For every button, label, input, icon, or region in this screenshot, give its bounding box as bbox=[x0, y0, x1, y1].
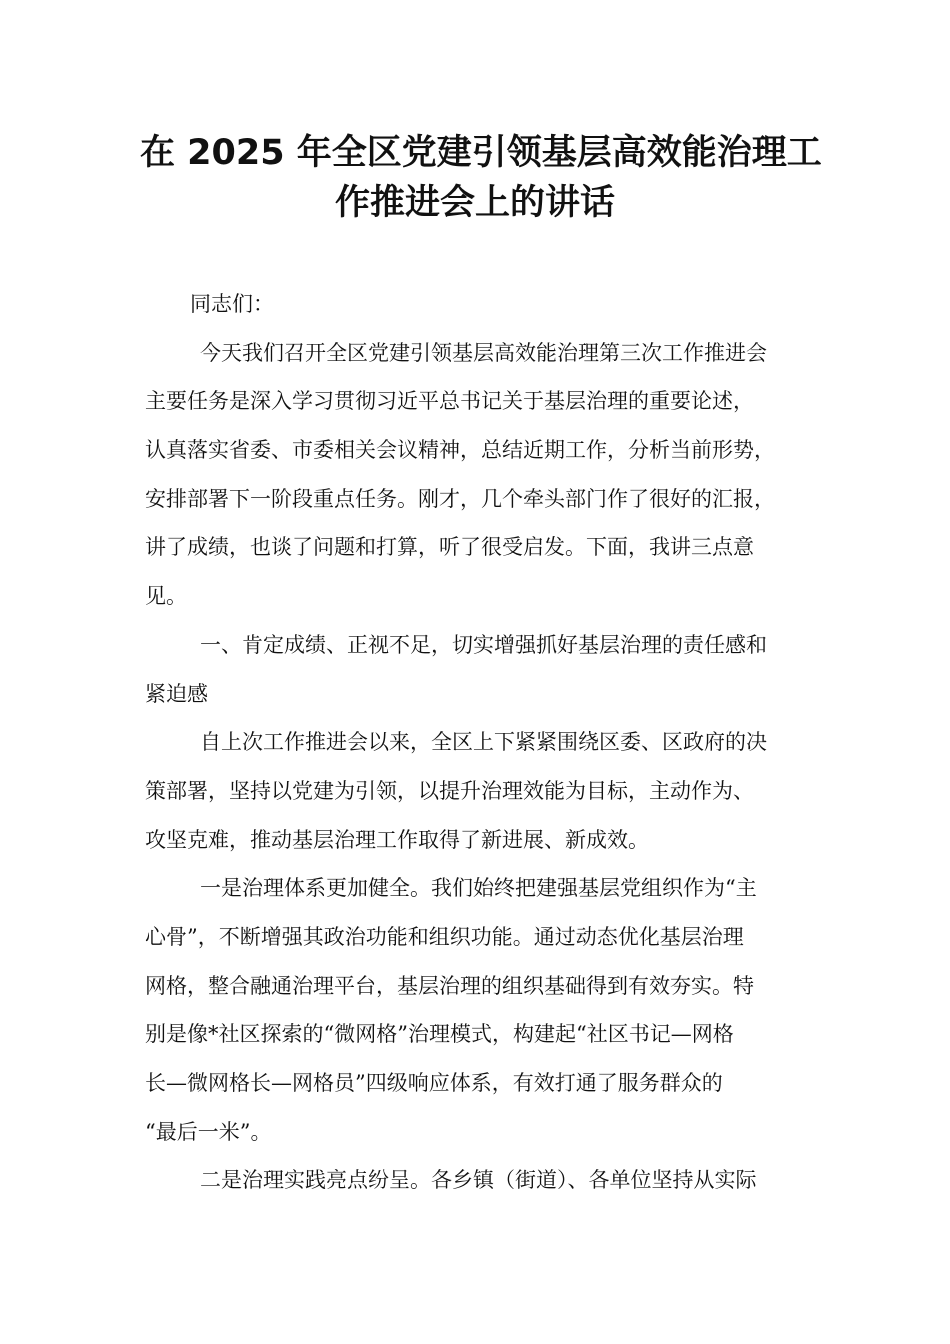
section-heading-line: 紧迫感 bbox=[145, 681, 208, 706]
document-title bbox=[140, 128, 822, 228]
greeting: 同志们： bbox=[190, 292, 274, 316]
section-heading-line: 一、肯定成绩、正视不足，切实增强抓好基层治理的责任感和 bbox=[200, 632, 767, 657]
title-line-1: 在 2025 年全区党建引领基层高效能治理工 bbox=[140, 133, 822, 173]
paragraph-line: “最后一米”。 bbox=[145, 1119, 272, 1144]
paragraph-line: 心骨”，不断增强其政治功能和组织功能。通过动态优化基层治理 bbox=[145, 924, 744, 949]
paragraph-line: 策部署，坚持以党建为引领，以提升治理效能为目标，主动作为、 bbox=[145, 778, 754, 803]
paragraph-line: 一是治理体系更加健全。我们始终把建强基层党组织作为“主 bbox=[200, 876, 757, 901]
paragraph-line: 见。 bbox=[145, 584, 187, 609]
paragraph-line: 安排部署下一阶段重点任务。刚才，几个牵头部门作了很好的汇报， bbox=[145, 486, 775, 511]
paragraph-line: 主要任务是深入学习贯彻习近平总书记关于基层治理的重要论述， bbox=[145, 389, 754, 414]
paragraph-line: 讲了成绩，也谈了问题和打算，听了很受启发。下面，我讲三点意 bbox=[145, 535, 754, 560]
paragraph-line: 别是像*社区探索的“微网格”治理模式，构建起“社区书记—网格 bbox=[145, 1022, 734, 1047]
paragraph-line: 网格，整合融通治理平台，基层治理的组织基础得到有效夯实。特 bbox=[145, 973, 754, 998]
title-line-2: 作推进会上的讲话 bbox=[334, 183, 615, 223]
document-body bbox=[145, 280, 825, 1205]
paragraph-line: 二是治理实践亮点纷呈。各乡镇（街道）、各单位坚持从实际 bbox=[200, 1168, 757, 1193]
paragraph-line: 自上次工作推进会以来，全区上下紧紧围绕区委、区政府的决 bbox=[200, 730, 767, 755]
paragraph-line: 长—微网格长—网格员”四级响应体系，有效打通了服务群众的 bbox=[145, 1071, 723, 1095]
paragraph-line: 认真落实省委、市委相关会议精神，总结近期工作，分析当前形势， bbox=[145, 438, 775, 463]
paragraph-line: 攻坚克难，推动基层治理工作取得了新进展、新成效。 bbox=[145, 827, 649, 852]
paragraph-line: 今天我们召开全区党建引领基层高效能治理第三次工作推进会 bbox=[200, 340, 767, 365]
